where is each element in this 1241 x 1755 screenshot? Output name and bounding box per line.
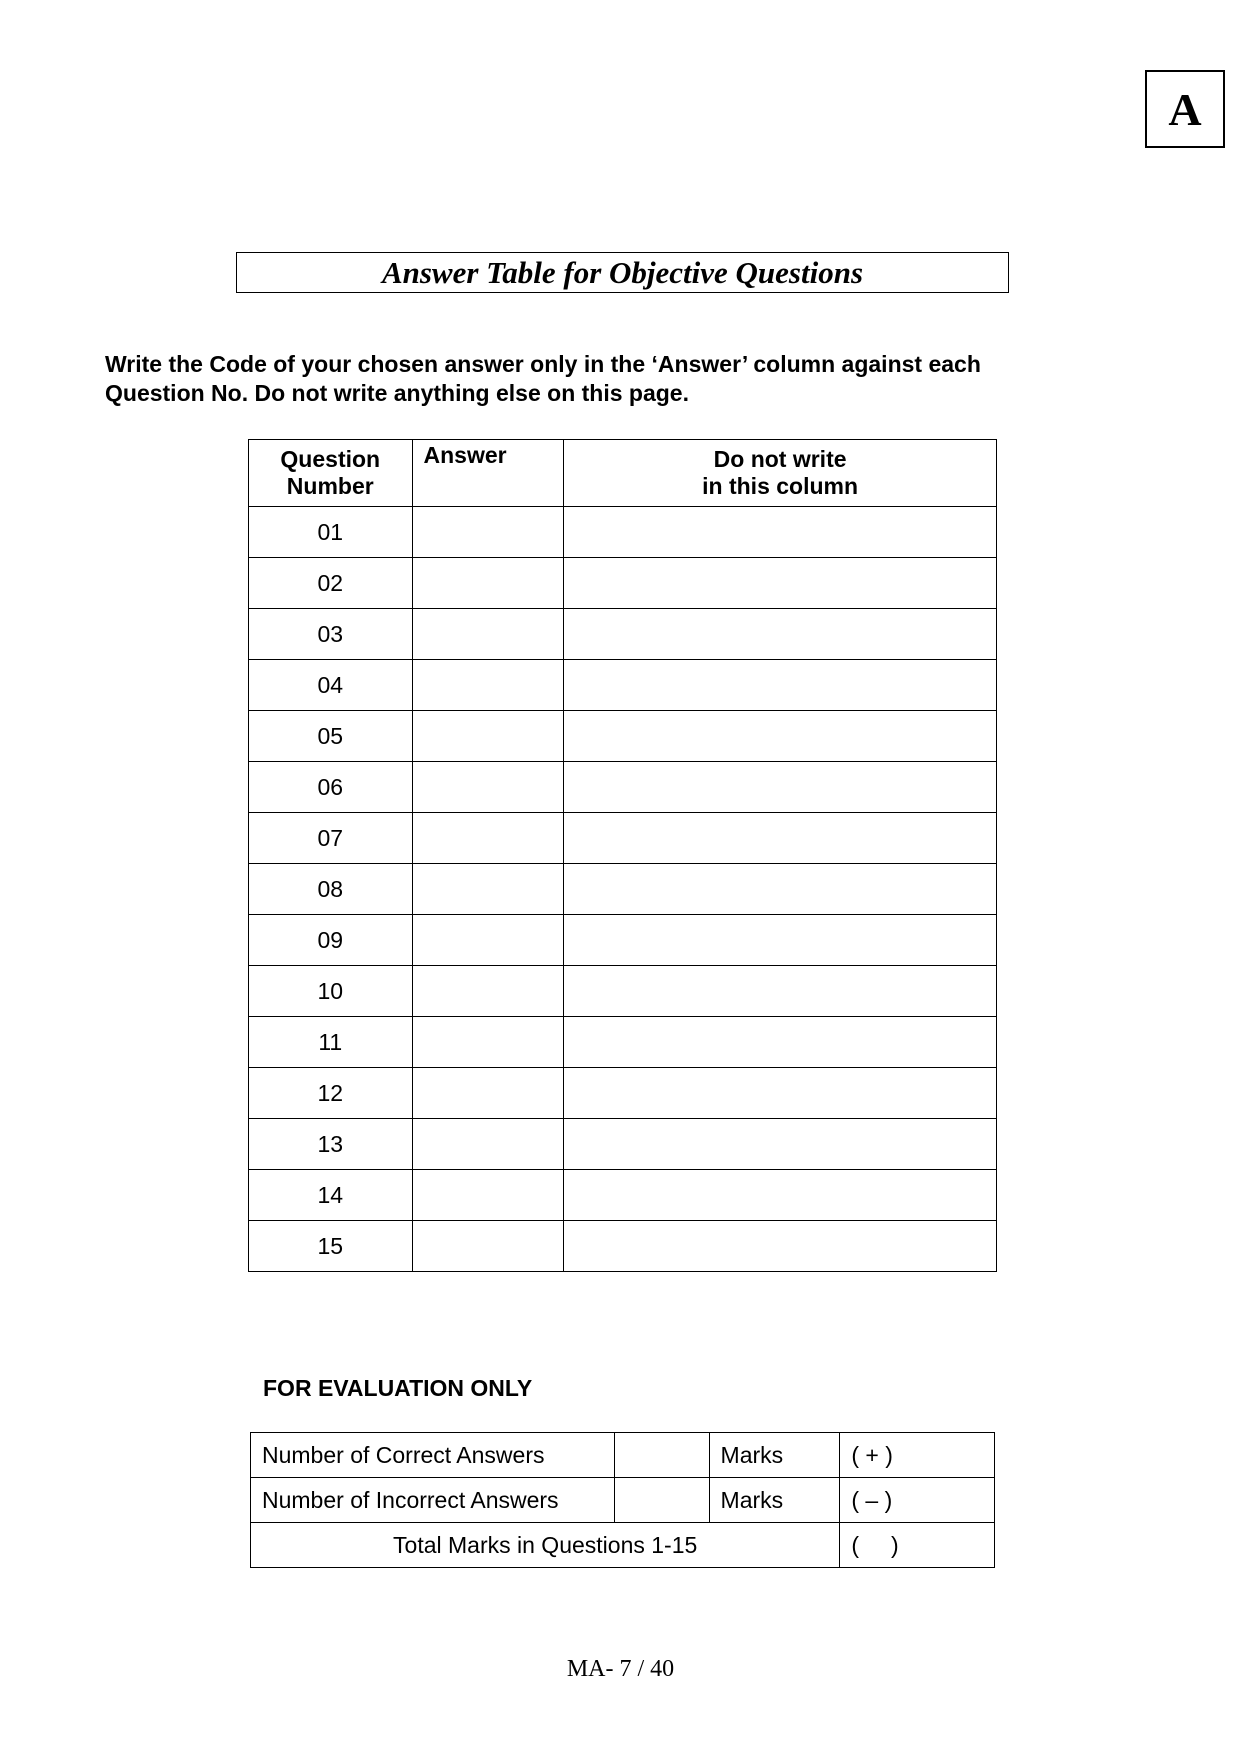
question-number-cell: 11 bbox=[249, 1017, 413, 1068]
evaluation-row-incorrect bbox=[251, 1478, 995, 1523]
question-number-header-line-2: Number bbox=[286, 473, 374, 499]
answer-table-row bbox=[249, 507, 997, 558]
do-not-write-cell bbox=[564, 762, 997, 813]
do-not-write-cell bbox=[564, 1119, 997, 1170]
question-number-cell: 13 bbox=[249, 1119, 413, 1170]
do-not-write-cell bbox=[564, 813, 997, 864]
do-not-write-cell bbox=[564, 558, 997, 609]
answer-table-row bbox=[249, 762, 997, 813]
do-not-write-header-line-1: Do not write bbox=[713, 446, 847, 472]
correct-answers-count-cell[interactable] bbox=[614, 1433, 709, 1478]
evaluation-row-total bbox=[251, 1523, 995, 1568]
answer-cell[interactable] bbox=[412, 507, 564, 558]
question-number-cell: 09 bbox=[249, 915, 413, 966]
answer-table-row bbox=[249, 558, 997, 609]
answer-cell[interactable] bbox=[412, 1119, 564, 1170]
answer-table-row bbox=[249, 711, 997, 762]
answer-cell[interactable] bbox=[412, 1170, 564, 1221]
version-code-box bbox=[1145, 70, 1225, 148]
correct-marks-label: Marks bbox=[709, 1433, 840, 1478]
do-not-write-cell bbox=[564, 1017, 997, 1068]
do-not-write-cell bbox=[564, 864, 997, 915]
answer-table-row bbox=[249, 1221, 997, 1272]
instructions-line-1: Write the Code of your chosen answer only in the ‘Answer’ column against each bbox=[105, 351, 981, 377]
total-marks-label: Total Marks in Questions 1-15 bbox=[251, 1523, 840, 1568]
question-number-cell: 14 bbox=[249, 1170, 413, 1221]
incorrect-marks-label: Marks bbox=[709, 1478, 840, 1523]
answer-cell[interactable] bbox=[412, 609, 564, 660]
answer-header: Answer bbox=[412, 440, 564, 507]
evaluation-heading: FOR EVALUATION ONLY bbox=[263, 1375, 533, 1401]
version-code: A bbox=[1168, 83, 1202, 135]
answer-table-row bbox=[249, 1119, 997, 1170]
answer-cell[interactable] bbox=[412, 762, 564, 813]
question-number-cell: 12 bbox=[249, 1068, 413, 1119]
question-number-cell: 01 bbox=[249, 507, 413, 558]
answer-table-row bbox=[249, 864, 997, 915]
do-not-write-cell bbox=[564, 966, 997, 1017]
question-number-cell: 10 bbox=[249, 966, 413, 1017]
page-title: Answer Table for Objective Questions bbox=[381, 254, 864, 290]
question-number-cell: 05 bbox=[249, 711, 413, 762]
do-not-write-cell bbox=[564, 1068, 997, 1119]
do-not-write-cell bbox=[564, 609, 997, 660]
incorrect-answers-label: Number of Incorrect Answers bbox=[251, 1478, 615, 1523]
instructions-line-2: Question No. Do not write anything else on this page. bbox=[105, 380, 689, 406]
answer-table-row bbox=[249, 966, 997, 1017]
page-title-box bbox=[236, 252, 1009, 293]
answer-cell[interactable] bbox=[412, 1221, 564, 1272]
correct-answers-label: Number of Correct Answers bbox=[251, 1433, 615, 1478]
do-not-write-header-line-2: in this column bbox=[702, 473, 859, 499]
answer-table-row bbox=[249, 660, 997, 711]
answer-table-row bbox=[249, 1068, 997, 1119]
do-not-write-cell bbox=[564, 1170, 997, 1221]
answer-cell[interactable] bbox=[412, 813, 564, 864]
question-number-cell: 08 bbox=[249, 864, 413, 915]
answer-table-row bbox=[249, 1017, 997, 1068]
do-not-write-cell bbox=[564, 711, 997, 762]
answer-cell[interactable] bbox=[412, 1017, 564, 1068]
answer-cell[interactable] bbox=[412, 558, 564, 609]
question-number-cell: 03 bbox=[249, 609, 413, 660]
do-not-write-cell bbox=[564, 915, 997, 966]
question-number-cell: 06 bbox=[249, 762, 413, 813]
answer-cell[interactable] bbox=[412, 915, 564, 966]
do-not-write-cell bbox=[564, 660, 997, 711]
do-not-write-header bbox=[564, 440, 997, 507]
instructions bbox=[105, 350, 1105, 408]
correct-marks-sign[interactable]: ( + ) bbox=[840, 1433, 995, 1478]
answer-cell[interactable] bbox=[412, 966, 564, 1017]
question-number-cell: 15 bbox=[249, 1221, 413, 1272]
incorrect-marks-sign[interactable]: ( – ) bbox=[840, 1478, 995, 1523]
do-not-write-cell bbox=[564, 507, 997, 558]
answer-table-row bbox=[249, 609, 997, 660]
question-number-header-line-1: Question bbox=[280, 446, 381, 472]
evaluation-row-correct bbox=[251, 1433, 995, 1478]
answer-table-body bbox=[249, 507, 997, 1272]
question-number-header bbox=[249, 440, 413, 507]
answer-cell[interactable] bbox=[412, 864, 564, 915]
answer-cell[interactable] bbox=[412, 1068, 564, 1119]
answer-table bbox=[248, 439, 997, 1272]
evaluation-table bbox=[250, 1432, 995, 1568]
page-footer: MA- 7 / 40 bbox=[566, 1656, 675, 1682]
incorrect-answers-count-cell[interactable] bbox=[614, 1478, 709, 1523]
answer-table-row bbox=[249, 813, 997, 864]
answer-cell[interactable] bbox=[412, 711, 564, 762]
do-not-write-cell bbox=[564, 1221, 997, 1272]
answer-table-row bbox=[249, 1170, 997, 1221]
question-number-cell: 07 bbox=[249, 813, 413, 864]
answer-cell[interactable] bbox=[412, 660, 564, 711]
question-number-cell: 04 bbox=[249, 660, 413, 711]
total-marks-value[interactable]: ( ) bbox=[840, 1523, 995, 1568]
answer-table-header-row bbox=[249, 440, 997, 507]
answer-table-row bbox=[249, 915, 997, 966]
question-number-cell: 02 bbox=[249, 558, 413, 609]
